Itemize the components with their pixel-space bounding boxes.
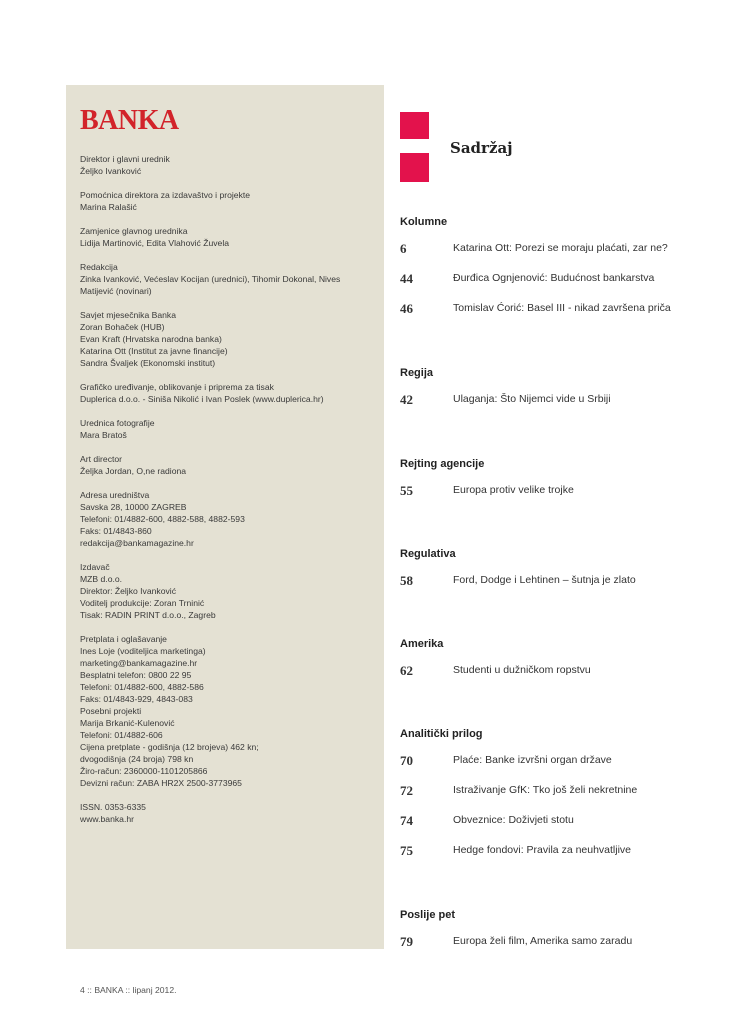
masthead-line: ISSN. 0353-6335 xyxy=(80,802,146,812)
masthead-block xyxy=(80,633,370,789)
toc-page-number: 6 xyxy=(400,241,407,256)
toc-page-number: 42 xyxy=(400,392,413,407)
masthead-block xyxy=(80,309,370,369)
toc-article-title: Studenti u dužničkom ropstvu xyxy=(453,664,591,676)
page-footer: 4 :: BANKA :: lipanj 2012. xyxy=(80,985,177,995)
masthead-line: Adresa uredništva xyxy=(80,490,150,500)
masthead-block xyxy=(80,225,370,249)
toc-entry[interactable] xyxy=(400,271,700,301)
masthead-credits xyxy=(80,153,370,825)
toc-page-number: 46 xyxy=(400,301,413,316)
toc-section xyxy=(400,909,700,964)
toc-section-label: Amerika xyxy=(400,638,444,650)
masthead-line: Evan Kraft (Hrvatska narodna banka) xyxy=(80,334,222,344)
masthead-line: MZB d.o.o. xyxy=(80,574,123,584)
masthead-line: Zinka Ivanković, Većeslav Kocijan (urednici), Tihomir Dokonal, Nives xyxy=(80,274,341,284)
masthead-block xyxy=(80,261,370,297)
masthead-line: Savska 28, 10000 ZAGREB xyxy=(80,502,187,512)
toc-article-title: Obveznice: Doživjeti stotu xyxy=(453,814,574,826)
toc-entry[interactable] xyxy=(400,934,700,964)
masthead-line: marketing@bankamagazine.hr xyxy=(80,658,198,668)
masthead-line: Direktor i glavni urednik xyxy=(80,154,170,164)
toc-page-number: 55 xyxy=(400,483,413,498)
masthead-line: Direktor: Željko Ivanković xyxy=(80,586,176,596)
masthead-line: Pomoćnica direktora za izdavaštvo i projekte xyxy=(80,190,251,200)
toc-entry[interactable] xyxy=(400,483,700,513)
toc-entry[interactable] xyxy=(400,241,700,271)
toc-section-label: Regulativa xyxy=(400,548,456,560)
masthead-line: Telefoni: 01/4882-600, 4882-586 xyxy=(80,682,204,692)
masthead-line: Marina Ralašić xyxy=(80,202,137,212)
toc-entry[interactable] xyxy=(400,663,700,693)
masthead-panel xyxy=(66,85,384,949)
masthead-line: www.banka.hr xyxy=(80,814,134,824)
toc-page-number: 44 xyxy=(400,271,413,286)
toc-entry[interactable] xyxy=(400,573,700,603)
masthead-line: Matijević (novinari) xyxy=(80,286,152,296)
toc-section xyxy=(400,458,700,513)
masthead-line: dvogodišnja (24 broja) 798 kn xyxy=(80,754,194,764)
masthead-block xyxy=(80,453,370,477)
toc-entry[interactable] xyxy=(400,301,700,331)
masthead-line: Zamjenice glavnog urednika xyxy=(80,226,188,236)
toc-article-title: Ulaganja: Što Nijemci vide u Srbiji xyxy=(453,393,611,405)
masthead-line: Telefoni: 01/4882-600, 4882-588, 4882-593 xyxy=(80,514,245,524)
masthead-line: Izdavač xyxy=(80,562,110,572)
toc-article-title: Plaće: Banke izvršni organ države xyxy=(453,754,612,766)
masthead-line: Grafičko uređivanje, oblikovanje i priprema za tisak xyxy=(80,382,274,392)
toc-article-title: Istraživanje GfK: Tko još želi nekretnine xyxy=(453,784,638,796)
toc-title: Sadržaj xyxy=(450,139,513,157)
toc-section xyxy=(400,367,700,422)
masthead-line: Voditelj produkcije: Zoran Trninić xyxy=(80,598,205,608)
masthead-line: Posebni projekti xyxy=(80,706,142,716)
toc-entry[interactable] xyxy=(400,843,700,873)
masthead-line: Faks: 01/4843-929, 4843-083 xyxy=(80,694,193,704)
toc-page-number: 62 xyxy=(400,663,413,678)
masthead-line: Art director xyxy=(80,454,123,464)
toc-section-label: Analitički prilog xyxy=(400,728,483,740)
toc-section xyxy=(400,216,700,331)
toc-page-number: 58 xyxy=(400,573,413,588)
masthead-line: redakcija@bankamagazine.hr xyxy=(80,538,194,548)
masthead-line: Cijena pretplate - godišnja (12 brojeva) 462 kn; xyxy=(80,742,259,752)
toc-page-number: 75 xyxy=(400,843,413,858)
toc-section xyxy=(400,548,700,603)
toc-article-title: Europa protiv velike trojke xyxy=(453,484,574,496)
masthead-line: Željka Jordan, O,ne radiona xyxy=(80,466,187,476)
masthead-line: Urednica fotografije xyxy=(80,418,155,428)
masthead-line: Devizni račun: ZABA HR2X 2500-3773965 xyxy=(80,778,242,788)
masthead-block xyxy=(80,801,370,825)
toc-page-number: 74 xyxy=(400,813,413,828)
toc-article-title: Ford, Dodge i Lehtinen – šutnja je zlato xyxy=(453,574,636,586)
toc-entry[interactable] xyxy=(400,813,700,843)
toc-page-number: 72 xyxy=(400,783,413,798)
toc-section-label: Kolumne xyxy=(400,216,448,228)
masthead-line: Katarina Ott (Institut za javne financije) xyxy=(80,346,228,356)
masthead-line: Ines Loje (voditeljica marketinga) xyxy=(80,646,206,656)
masthead-line: Sandra Švaljek (Ekonomski institut) xyxy=(80,358,216,368)
masthead-line: Faks: 01/4843-860 xyxy=(80,526,152,536)
masthead-line: Savjet mjesečnika Banka xyxy=(80,310,177,320)
masthead-line: Redakcija xyxy=(80,262,118,272)
masthead-line: Tisak: RADIN PRINT d.o.o., Zagreb xyxy=(80,610,216,620)
masthead-line: Marija Brkanić-Kulenović xyxy=(80,718,175,728)
toc-section-label: Poslije pet xyxy=(400,909,456,921)
toc-article-title: Tomislav Ćorić: Basel III - nikad završena priča xyxy=(453,302,671,314)
masthead-line: Besplatni telefon: 0800 22 95 xyxy=(80,670,192,680)
toc-article-title: Europa želi film, Amerika samo zaradu xyxy=(453,935,633,947)
toc-entry[interactable] xyxy=(400,392,700,422)
toc-section-label: Regija xyxy=(400,367,434,379)
masthead-line: Telefoni: 01/4882-606 xyxy=(80,730,163,740)
masthead-line: Zoran Bohaček (HUB) xyxy=(80,322,165,332)
toc-article-title: Hedge fondovi: Pravila za neuhvatljive xyxy=(453,844,632,856)
masthead-block xyxy=(80,417,370,441)
masthead-block xyxy=(80,153,370,177)
masthead-line: Lidija Martinović, Edita Vlahović Žuvela xyxy=(80,238,230,248)
masthead-block xyxy=(80,489,370,549)
toc-page-number: 79 xyxy=(400,934,413,949)
toc-entry[interactable] xyxy=(400,783,700,813)
masthead-line: Željko Ivanković xyxy=(80,166,142,176)
toc-article-title: Katarina Ott: Porezi se moraju plaćati, zar ne? xyxy=(453,242,668,254)
banka-logo: BANKA xyxy=(80,105,179,136)
toc-section-label: Rejting agencije xyxy=(400,458,485,470)
masthead-line: Duplerica d.o.o. - Siniša Nikolić i Ivan Poslek (www.duplerica.hr) xyxy=(80,394,324,404)
masthead-block xyxy=(80,561,370,621)
toc-article-title: Đurđica Ognjenović: Budućnost bankarstva xyxy=(453,272,655,284)
masthead-block xyxy=(80,189,370,213)
toc-page-number: 70 xyxy=(400,753,413,768)
masthead-line: Pretplata i oglašavanje xyxy=(80,634,167,644)
toc-section xyxy=(400,638,700,693)
masthead-block xyxy=(80,381,370,405)
toc-entry[interactable] xyxy=(400,753,700,783)
accent-square-bottom xyxy=(400,153,429,182)
accent-square-top xyxy=(400,112,429,139)
toc-section xyxy=(400,728,700,873)
masthead-line: Mara Bratoš xyxy=(80,430,127,440)
masthead-line: Žiro-račun: 2360000-1101205866 xyxy=(80,766,208,776)
